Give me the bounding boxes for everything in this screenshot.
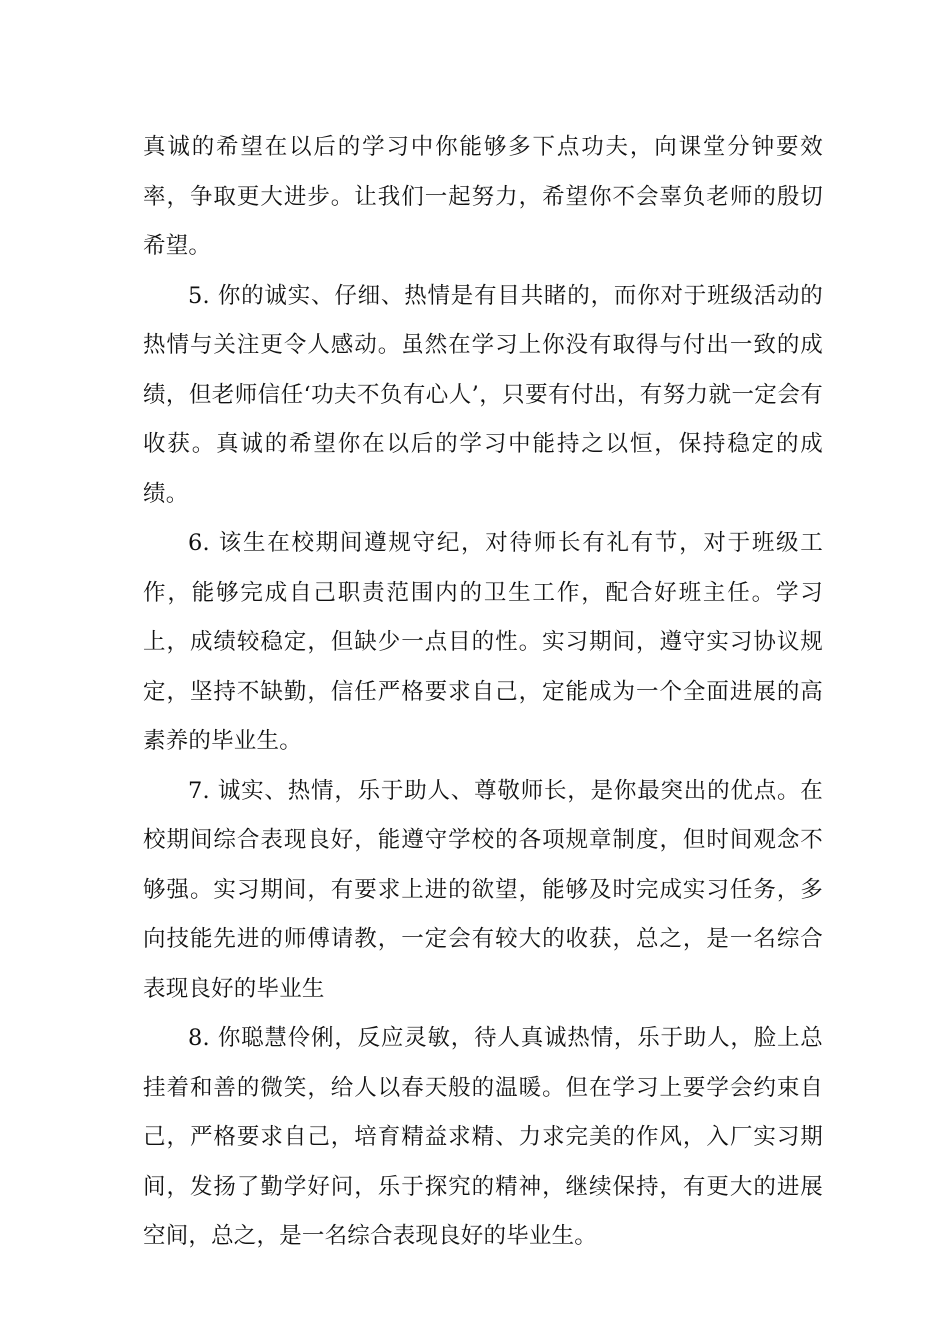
paragraph-item-5: 5. 你的诚实、仔细、热情是有目共睹的，而你对于班级活动的热情与关注更令人感动。虽然在学习上你没有取得与付出一致的成绩，但老师信任‘功夫不负有心人’，只要有付出，有努力就一定会有收获。真诚的希望你在以后的学习中能持之以恒，保持稳定的成绩。 [143,282,823,507]
document-body [143,123,823,1262]
paragraph-item-6: 6. 该生在校期间遵规守纪，对待师长有礼有节，对于班级工作，能够完成自己职责范围内的卫生工作，配合好班主任。学习上，成绩较稳定，但缺少一点目的性。实习期间，遵守实习协议规定，坚持不缺勤，信任严格要求自己，定能成为一个全面进展的高素养的毕业生。 [143,530,823,754]
paragraph-item-7: 7. 诚实、热情，乐于助人、尊敬师长，是你最突出的优点。在校期间综合表现良好，能遵守学校的各项规章制度，但时间观念不够强。实习期间，有要求上进的欲望，能够及时完成实习任务，多向技能先进的师傅请教，一定会有较大的收获，总之，是一名综合表现良好的毕业生 [143,777,823,1002]
paragraph-item-8: 8. 你聪慧伶俐，反应灵敏，待人真诚热情，乐于助人，脸上总挂着和善的微笑，给人以春天般的温暖。但在学习上要学会约束自己，严格要求自己，培育精益求精、力求完美的作风，入厂实习期间，发扬了勤学好问，乐于探究的精神，继续保持，有更大的进展空间，总之，是一名综合表现良好的毕业生。 [143,1025,823,1249]
paragraph-continuation: 真诚的希望在以后的学习中你能够多下点功夫，向课堂分钟要效率，争取更大进步。让我们一起努力，希望你不会辜负老师的殷切希望。 [143,134,823,259]
